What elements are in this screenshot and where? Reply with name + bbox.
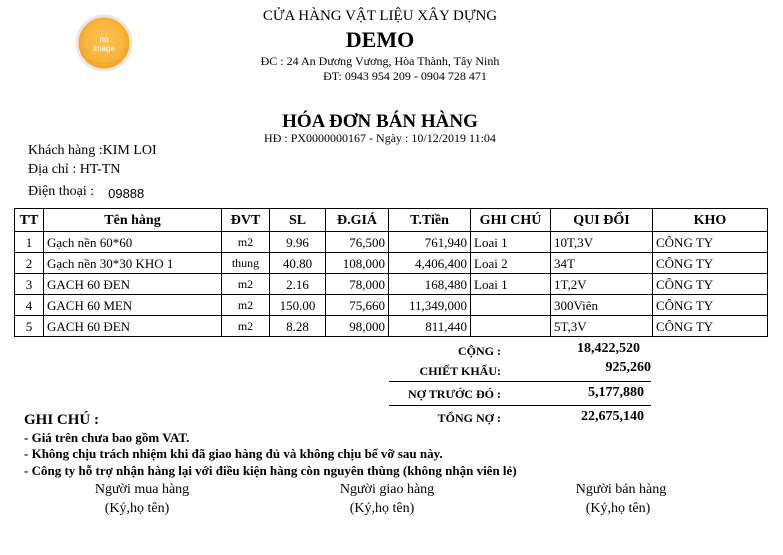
table-row [15,253,768,274]
buyer-signature-title: Người mua hàng [94,482,190,497]
cell-tt: 3 [15,274,44,295]
cell-price: 76,500 [326,232,389,253]
cell-product: GACH 60 ĐEN [44,316,222,337]
store-brand: DEMO [345,27,415,52]
store-name: CỬA HÀNG VẬT LIỆU XÂY DỰNG [262,8,498,24]
total-debt-value: 22,675,140 [581,409,644,424]
cell-tt: 5 [15,316,44,337]
cell-unit: m2 [222,232,270,253]
invoice-meta: HĐ : PX0000000167 - Ngày : 10/12/2019 11:04 [264,131,496,145]
note-line: - Công ty hỗ trợ nhận hàng lại với điều kiện hàng còn nguyên thùng (không nhận viên lẻ) [24,463,517,478]
store-phone: ĐT: 0943 954 209 - 0904 728 471 [323,69,487,83]
cell-warehouse: CÔNG TY [653,295,768,316]
logo-text-bottom: image [93,44,115,53]
cell-conversion: 34T [551,253,653,274]
table-row [15,274,768,295]
deliverer-sign-note: (Ký,họ tên) [349,501,415,516]
cell-note: Loai 2 [471,253,551,274]
logo-text-top: no [99,35,109,44]
cell-qty: 2.16 [270,274,326,295]
customer-address-label: Địa chỉ : [28,162,77,177]
cell-amount: 761,940 [389,232,471,253]
header-unit: ĐVT [222,209,270,232]
cell-warehouse: CÔNG TY [653,316,768,337]
cell-qty: 9.96 [270,232,326,253]
totals-divider [389,405,651,406]
prev-debt-value: 5,177,880 [588,385,644,400]
cell-price: 108,000 [326,253,389,274]
customer-name-value: KIM LOI [102,143,157,158]
customer-phone-value: 09888 [108,186,145,201]
header-qty: SL [270,209,326,232]
buyer-sign-note: (Ký,họ tên) [104,501,170,516]
cell-qty: 40.80 [270,253,326,274]
customer-phone-label: Điện thoại : [28,184,95,199]
cell-product: Gạch nền 30*30 KHO 1 [44,253,222,274]
header-tt: TT [15,209,44,232]
seller-signature-title: Người bán hàng [575,482,667,497]
store-address: ĐC : 24 An Dương Vương, Hòa Thành, Tây Ninh [260,54,500,68]
cell-tt: 1 [15,232,44,253]
cell-price: 75,660 [326,295,389,316]
notes-title: GHI CHÚ : [24,412,99,428]
cell-qty: 8.28 [270,316,326,337]
header-warehouse: KHO [653,209,768,232]
customer-address-value: HT-TN [79,162,121,177]
customer-name-row [28,143,157,159]
cell-amount: 811,440 [389,316,471,337]
total-debt-label: TỔNG NỢ : [437,411,501,425]
cell-warehouse: CÔNG TY [653,232,768,253]
invoice-title: HÓA ĐƠN BÁN HÀNG [282,111,478,132]
store-logo [74,13,134,73]
cell-product: GACH 60 MEN [44,295,222,316]
table-row [15,232,768,253]
cell-amount: 168,480 [389,274,471,295]
cell-conversion: 10T,3V [551,232,653,253]
cell-product: GACH 60 ĐEN [44,274,222,295]
sum-label: CỘNG : [458,344,501,358]
cell-unit: m2 [222,274,270,295]
header-amount: T.Tiền [389,209,471,232]
cell-unit: m2 [222,295,270,316]
table-row [15,295,768,316]
cell-price: 98,000 [326,316,389,337]
header-price: Đ.GIÁ [326,209,389,232]
table-row [15,316,768,337]
seller-sign-note: (Ký,họ tên) [585,501,651,516]
cell-warehouse: CÔNG TY [653,253,768,274]
note-line: - Không chịu trách nhiệm khi đã giao hàng đủ và không chịu bể vỡ sau này. [24,446,443,461]
cell-note [471,295,551,316]
header-product: Tên hàng [44,209,222,232]
cell-qty: 150.00 [270,295,326,316]
totals-divider [389,381,651,382]
customer-name-label: Khách hàng : [28,143,103,158]
cell-conversion: 300Viên [551,295,653,316]
cell-tt: 4 [15,295,44,316]
cell-amount: 4,406,400 [389,253,471,274]
discount-value: 925,260 [605,360,651,375]
cell-unit: thung [222,253,270,274]
cell-conversion: 5T,3V [551,316,653,337]
cell-note: Loai 1 [471,232,551,253]
prev-debt-label: NỢ TRƯỚC ĐÓ : [408,387,501,401]
cell-product: Gạch nền 60*60 [44,232,222,253]
cell-note [471,316,551,337]
sum-value: 18,422,520 [577,341,640,356]
header-note: GHI CHÚ [471,209,551,232]
deliverer-signature-title: Người giao hàng [339,482,435,497]
cell-tt: 2 [15,253,44,274]
cell-conversion: 1T,2V [551,274,653,295]
note-line: - Giá trên chưa bao gồm VAT. [24,430,190,445]
cell-amount: 11,349,000 [389,295,471,316]
cell-note: Loai 1 [471,274,551,295]
customer-address-row [28,162,120,178]
cell-price: 78,000 [326,274,389,295]
customer-phone-row [28,183,144,200]
header-conversion: QUI ĐỔI [551,209,653,232]
discount-label: CHIẾT KHẤU: [419,364,501,378]
items-table [14,208,768,337]
table-header-row [15,209,768,232]
cell-warehouse: CÔNG TY [653,274,768,295]
cell-unit: m2 [222,316,270,337]
